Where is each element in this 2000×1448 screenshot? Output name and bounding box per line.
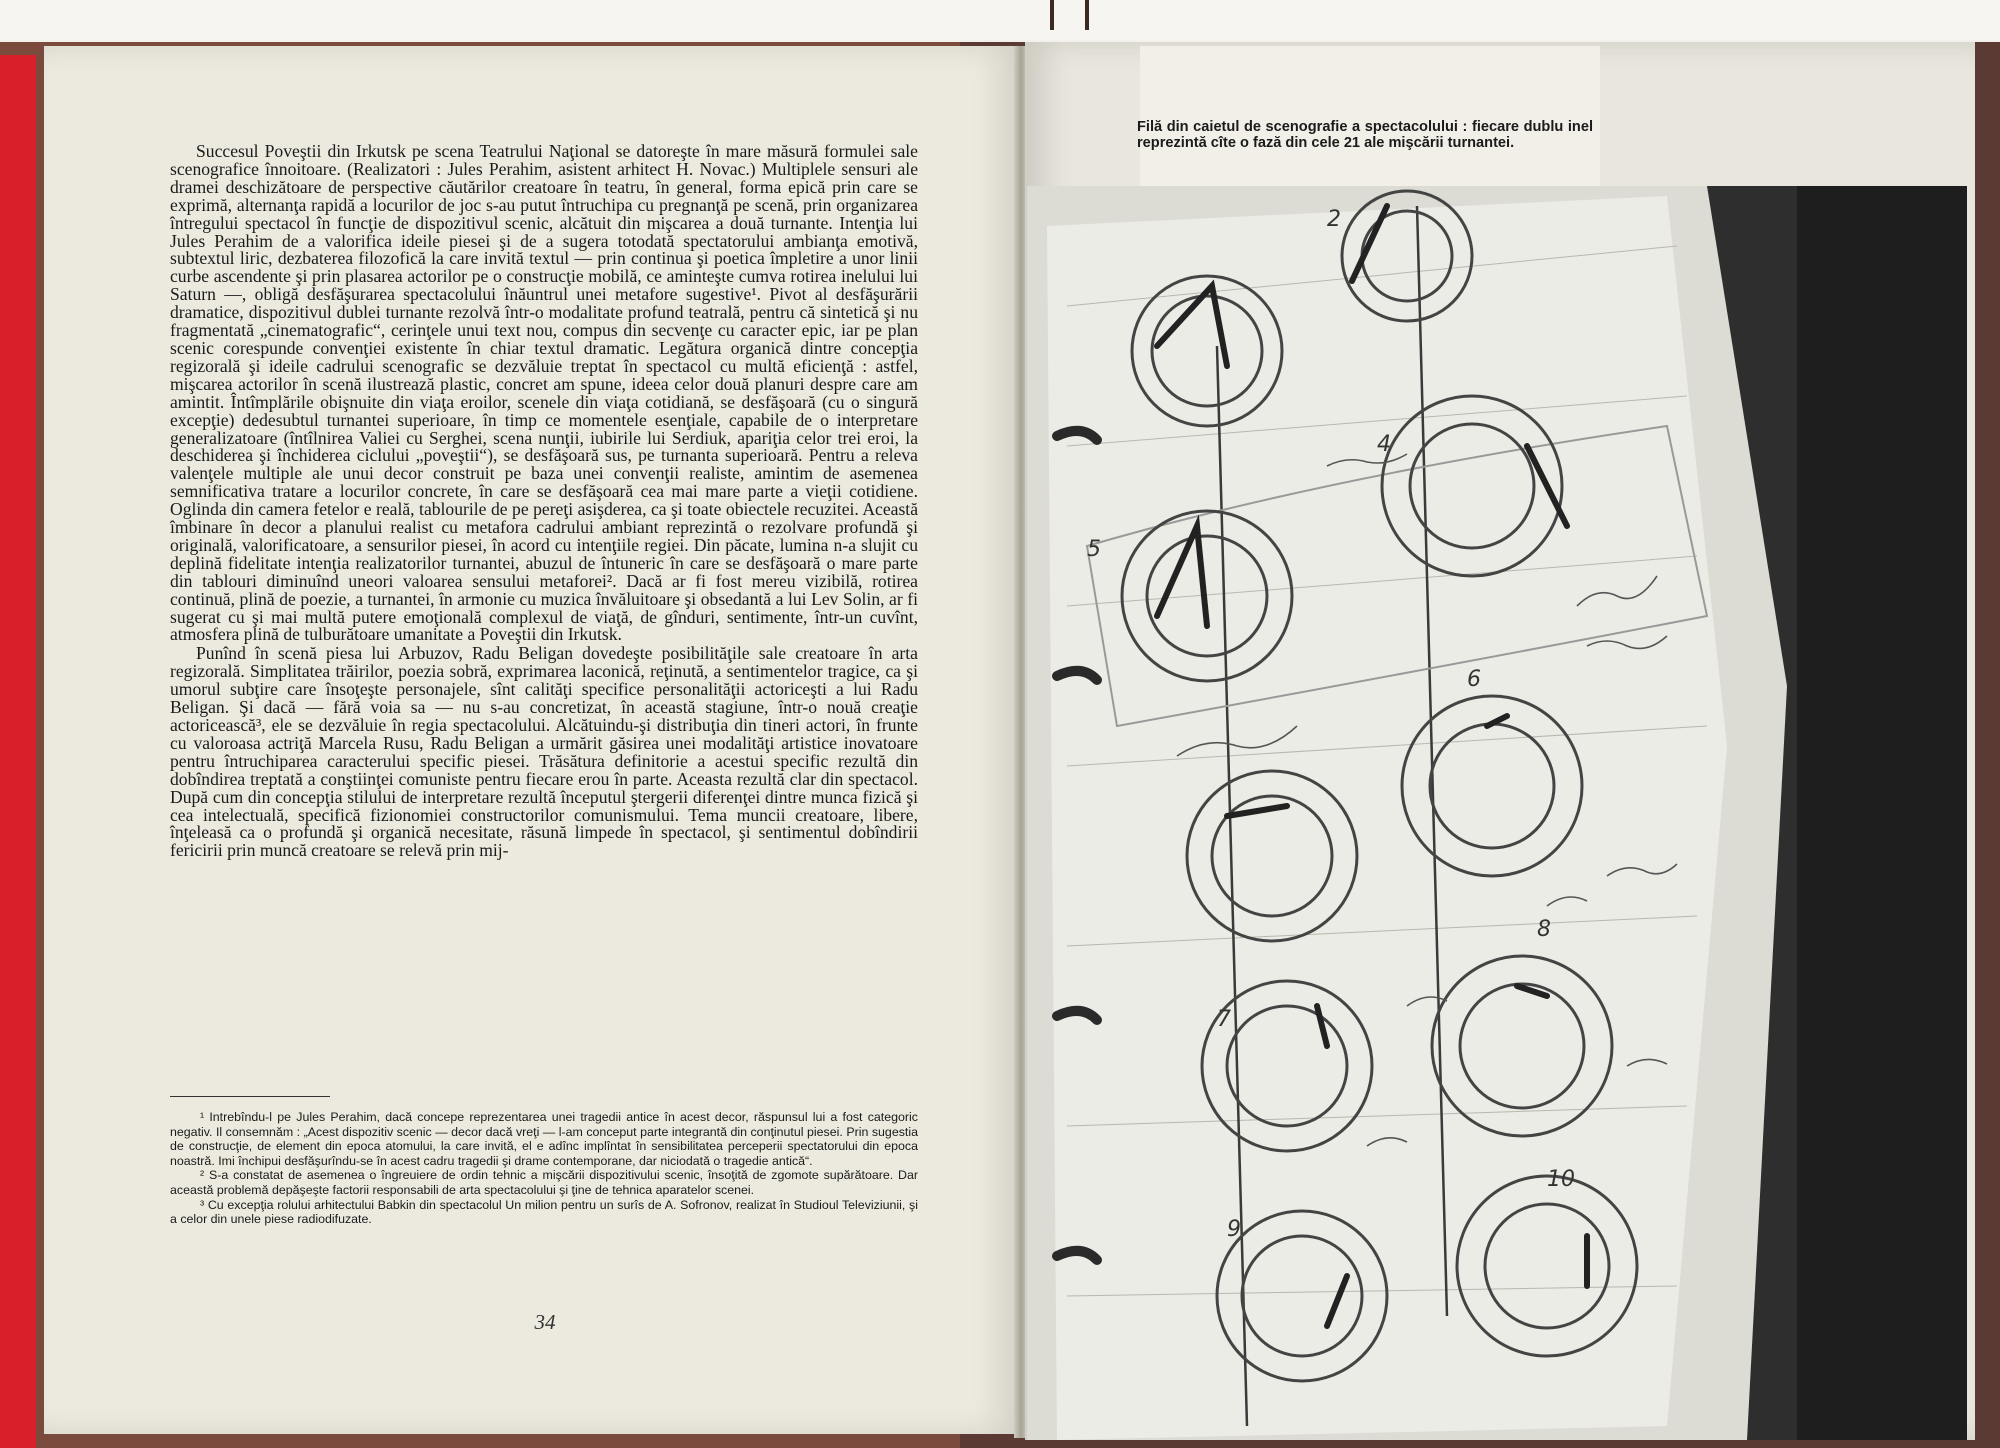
cover-red-edge — [0, 55, 36, 1448]
phase-number: 9 — [1227, 1217, 1241, 1242]
scenography-notebook-photo — [1027, 186, 1967, 1440]
scan-marker — [1085, 0, 1089, 30]
body-paragraph: Punînd în scenă piesa lui Arbuzov, Radu Beligan dovedeşte posibilităţile sale creatoare în arta regizorală. Simplitatea trăirilor, poezia sobră, exprimarea laconică, reţinută, a sentimentelor tragice, ca şi umorul subţire care însoţeşte personajele, sînt calităţi specifice personalităţii actoriceşti a lui Radu Beligan. Şi dacă — fără voia sa — nu s-au concretizat, în această stagiune, într-o nouă creaţie actoricească³, ele se dezvăluie în regia spectacolului. Alcătuindu-şi distribuţia din tineri actori, în frunte cu valoroasa actriţă Marcela Rusu, Radu Beligan a urmărit găsirea unei modalităţi artistice inovatoare pentru întruchiparea caracterului specific piesei. Trăsătura definitorie a acestui specific rezultă din dobîndirea treptată a conştiinţei comuniste pentru fiecare erou în parte. Aceasta rezultă clar din spectacol. După cum din concepţia stilului de interpretare rezultă începutul ştergerii diferenţei dintre munca fizică şi cea intelectuală, specifică fizionomiei constructorilor comunismului. Tema muncii creatoare, libere, înţeleasă ca o profundă şi organică necesitate, răsună limpede în spectacol, şi sentimentul dobîndirii fericirii prin muncă creatoare se relevă prin mij- — [170, 643, 918, 861]
footnote-divider — [170, 1096, 330, 1097]
footnote: ³ Cu excepţia rolului arhitectului Babkin din spectacolul Un milion pentru un surîs de A. Sofronov, realizat în Studioul Televiziunii, şi a celor din unele piese radiodifuzate. — [170, 1197, 918, 1227]
phase-number: 6 — [1467, 667, 1481, 692]
body-paragraph: Succesul Poveştii din Irkutsk pe scena Teatrului Naţional se datoreşte în mare măsură formulei sale scenografice înnoitoare. (Realizatori : Jules Perahim, asistent arhitect H. Novac.) Multiplele sensuri ale dramei deschizătoare de perspective căutărilor creatoare în teatru, în general, forma epică prin care se exprimă, alternanţa rapidă a locurilor de joc s-au putut întruchipa cu pregnanţă pe scenă, prin organizarea întregului spectacol în funcţie de dispozitivul scenic, alcătuit din mişcarea a două turnante. Intenţia lui Jules Perahim de a valorifica ideile piesei şi de a sugera totodată spectatorului ambianţa emotivă, subtextul liric, dezbaterea filozofică la care invită textul — prin continua şi poetica împletire a unor linii curbe ascendente şi prin plasarea actorilor pe o construcţie mobilă, ce aminteşte cumva rotirea inelului lui Saturn —, obligă desfăşurarea spectacolului înăuntrul unei metafore sugestive¹. Pivot al desfăşurării dramatice, dispozitivul dublei turnante rezolvă într-o modalitate profund teatrală, pentru că sintetică şi nu fragmentată „cinematografic“, cerinţele unui text nou, compus din secvenţe cu caracter epic, iar pe plan scenic corespunde convenţiei existente în chiar textul dramatic. Legătura organică dintre concepţia regizorală şi ideile cadrului scenografic se dezvăluie treptat în spectacol cu multă eficienţă : astfel, mişcarea actorilor în scenă ilustrează plastic, concret am spune, ideea celor două planuri despre care am amintit. Întîmplările obişnuite din viaţa eroilor, scenele din viaţa cotidiană, se desfăşoară (cu o singură excepţie) dedesubtul turnantei superioare, în timp ce momentele esenţiale, capabile de o interpretare generalizatoare (întîlnirea Valiei cu Serghei, scena nunţii, iubirile lui Serdiuk, apariţia celor trei eroi, la deschiderea şi închiderea ciclului „poveştii“), se desfăşoară sus, pe turnanta superioară. Pentru a releva valenţele multiple ale unui decor construit pe baza unei convenţii realiste, amintim de asemenea semnificativa tratare a locurilor concrete, în care se desfăşoară cea mai mare parte a vieţii cotidiene. Oglinda din camera fetelor e reală, tablourile de pe pereţi asişderea, ca şi toate obiectele recuzitei. Această îmbinare în decor a planului realist cu metafora cadrului ambiant reprezintă o rezolvare profundă şi originală, valorificatoare, a sensurilor piesei, în acord cu intenţiile regiei. Din păcate, lumina n-a slujit cu deplină fidelitate intenţia realizatorilor turnantei, abuzul de întuneric în care se desfăşoară o mare parte din tablouri diminuînd uneori valoarea sensului metaforei². Dacă ar fi fost mereu vizibilă, rotirea continuă, plină de poezie, a turnantei, în armonie cu muzica învăluitoare şi obsedantă a lui Lev Solin, ar fi sugerat cu şi mai multă putere emoţională complexul de viaţă, de gînduri, sentimente, într-un cuvînt, atmosfera plină de tulburătoare umanitate a Poveştii din Irkutsk. — [170, 141, 918, 645]
footnote: ² S-a constatat de asemenea o îngreuiere de ordin tehnic a mişcării dispozitivului scenic, însoţită de zgomote supărătoare. Dar această problemă depăşeşte factorii responsabili de arta spectacolului şi ţine de tehnica aparatelor scenei. — [170, 1168, 918, 1197]
body-text — [170, 143, 918, 860]
phase-number: 4 — [1377, 432, 1391, 457]
caption-panel — [1140, 46, 1600, 186]
footnotes — [170, 1110, 918, 1227]
phase-number: 5 — [1087, 537, 1101, 562]
phase-number: 8 — [1537, 917, 1551, 942]
footnote: ¹ Intrebîndu-l pe Jules Perahim, dacă concepe reprezentarea unei tragedii antice în acest decor, răspunsul lui a fost categoric negativ. Il consemnăm : „Acest dispozitiv scenic — decor dacă vreţi — l-am conceput parte integrantă din conţinutul piesei. Prin sugestia de construcţie, de element din epoca atomului, la care invită, el e adînc implîntat în sensibilitatea perceperii spectatorului din epoca noastră. Imi închipui desfăşurîndu-se în acest cadru tragedii şi drame contemporane, dar niciodată o tragedie antică“. — [170, 1110, 918, 1168]
phase-number: 2 — [1327, 207, 1341, 232]
phase-number: 10 — [1547, 1167, 1575, 1192]
photo-caption: Filă din caietul de scenografie a spectacolului : fiecare dublu inel reprezintă cîte o fază din cele 21 ale mişcării turnantei. — [1137, 119, 1593, 151]
page-number: 34 — [534, 1310, 556, 1334]
phase-number: 7 — [1217, 1007, 1231, 1032]
scan-top-margin — [0, 0, 2000, 40]
scan-marker — [1050, 0, 1054, 30]
